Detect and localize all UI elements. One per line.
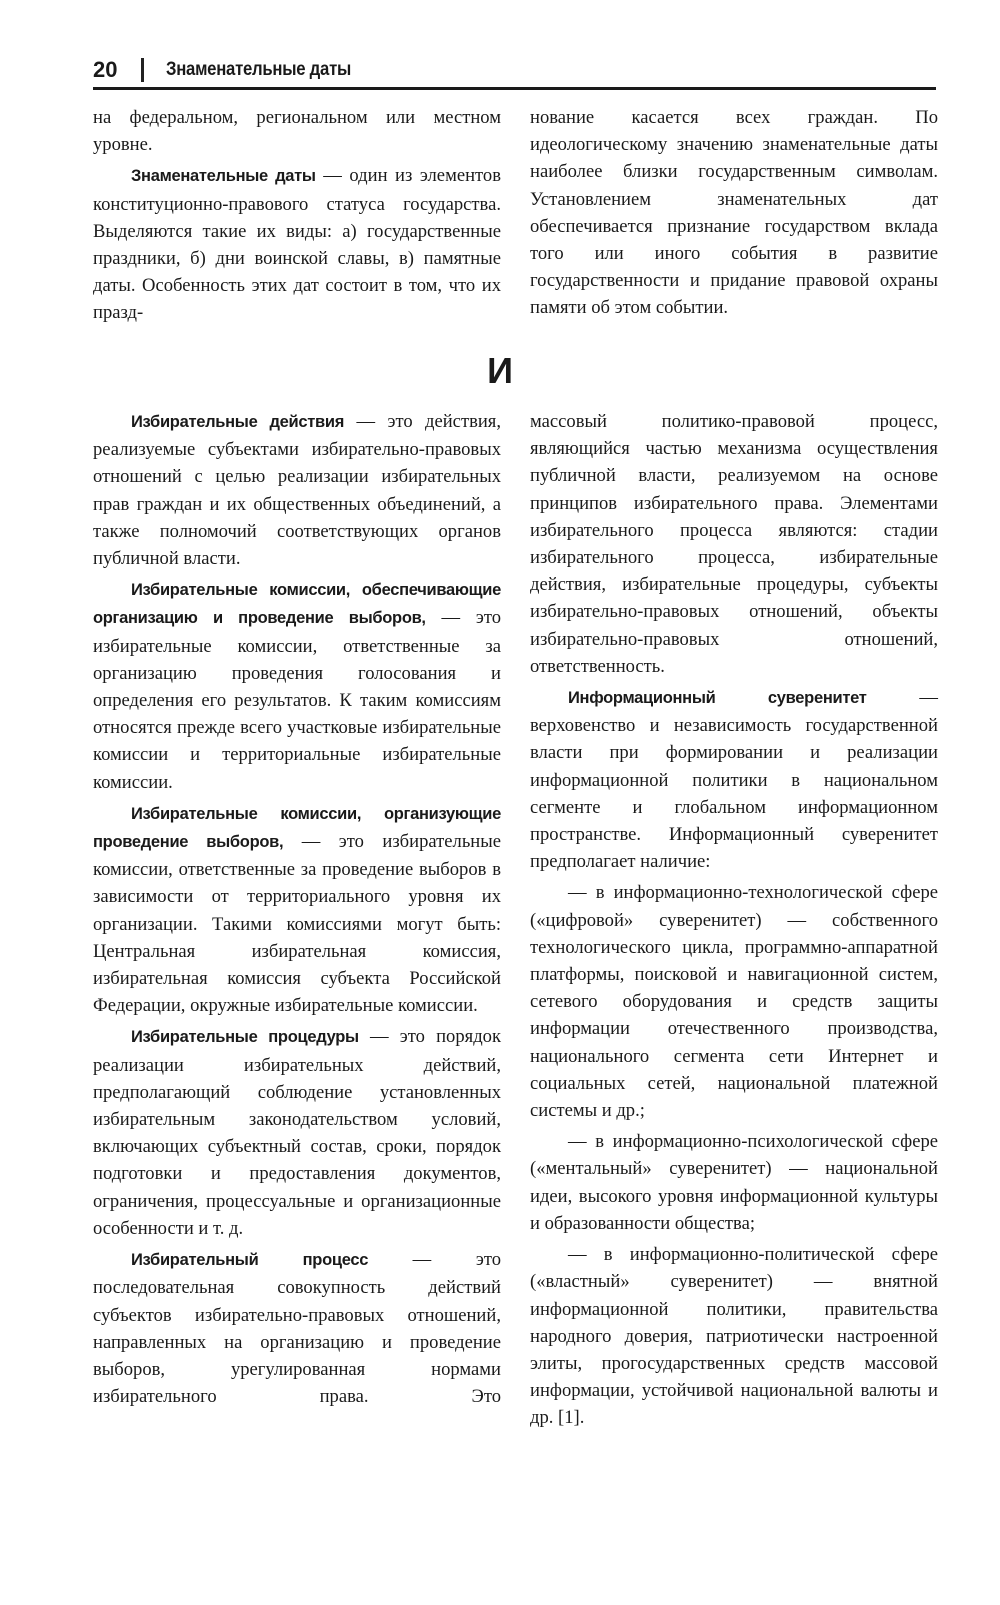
top-left-column: [93, 104, 501, 327]
entry-text: — верховенство и независимость государственной власти при формировании и реализации информационной политики в национальном сегменте и глобальном информационном пространстве. Информационный суверенитет предполагает наличие:: [530, 687, 938, 873]
entry-text: — это порядок реализации избирательных действий, предполагающий соблюдение установленных избирательным законодательством условий, включающих субъектный состав, сроки, порядок подготовки и предоставления документов, ограничения, процессуальные и организационные особенности и т. д.: [93, 1026, 501, 1239]
section-right-column: [530, 408, 938, 1432]
section-letter: И: [487, 350, 513, 391]
paragraph: [530, 879, 938, 1124]
header-rule: [93, 87, 936, 90]
entry-text: — один из элементов конституционно-правового статуса государства. Выделяются такие их виды: а) государственные праздники, б) дни воинской славы, в) памятные даты. Особенность этих дат состоит в том, что их празд-: [93, 165, 501, 324]
paragraph: [93, 104, 501, 158]
paragraph: [530, 104, 938, 322]
dictionary-entry: [93, 800, 501, 1020]
entry-text: массовый политико-правовой процесс, являющийся частью механизма осуществления публичной власти, реализуемом на основе принципов избирательного права. Элементами избирательного процесса являются: стадии избирательного процесса, избирательные действия, избирательные процедуры, субъекты избирательно-правовых отношений, объекты избирательно-правовых отношений, ответственность.: [530, 411, 938, 677]
header-separator: [141, 58, 144, 82]
dictionary-entry: [93, 162, 501, 326]
entry-term: Избирательные комиссии, организующие проведение выборов,: [93, 804, 501, 852]
entry-text: — это действия, реализуемые субъектами избирательно-правовых отношений с целью реализации избирательных прав граждан и их общественных объединений, а также полномочий соответствующих органов публичной власти.: [93, 411, 501, 570]
paragraph: [530, 1241, 938, 1431]
dictionary-entry: [530, 684, 938, 875]
entry-text: — это избирательные комиссии, ответственные за организацию проведения голосования и определения его результатов. К таким комиссиям относятся прежде всего участковые избирательные комиссии и территориальные избирательные комиссии.: [93, 607, 501, 793]
entry-text: — в информационно-политической сфере («властный» суверенитет) — внятной информационной политики, правительства народного доверия, патриотически настроенной элиты, прогосударственных средств массовой информации, устойчивой национальной валюты и др. [1].: [530, 1244, 938, 1429]
entry-text: нование касается всех граждан. По идеологическому значению знаменательные даты наиболее близки государственным символам. Установлением знаменательных дат обеспечивается признание государством вклада того или иного события в развитие государственности и придание правовой охраны памяти об этом событии.: [530, 107, 938, 319]
entry-text: — в информационно-технологической сфере («цифровой» суверенитет) — собственного технологического цикла, программно-аппаратной платформы, поисковой и навигационной систем, сетевого оборудования и средств защиты информации отечественного производства, национального сегмента сети Интернет и социальных сетей, национальной платежной системы и др.;: [530, 882, 938, 1122]
top-right-column: [530, 104, 938, 322]
entry-term: Информационный суверенитет: [568, 689, 867, 708]
paragraph: [530, 1128, 938, 1237]
entry-text: — в информационно-психологической сфере («ментальный» суверенитет) — национальной идеи, высокого уровня информационной культуры и образованности общества;: [530, 1131, 938, 1234]
entry-term: Избирательные комиссии, обеспечивающие организацию и проведение выборов,: [93, 581, 501, 628]
entry-term: Избирательные процедуры: [131, 1028, 359, 1047]
entry-text: — это избирательные комиссии, ответственные за проведение выборов в зависимости от территориального уровня их организации. Такими комиссиями могут быть: Центральная избирательная комиссия, избирательная комиссия субъекта Российской Федерации, окружные избирательные комиссии.: [93, 831, 501, 1017]
dictionary-entry: [93, 1246, 501, 1410]
entry-text: — это последовательная совокупность действий субъектов избирательно-правовых отношений, направленных на организацию и проведение выборов, урегулированная нормами избирательного права. Это: [93, 1249, 501, 1408]
entry-term: Избирательный процесс: [131, 1251, 369, 1270]
entry-term: Избирательные действия: [131, 413, 345, 431]
entry-term: Знаменательные даты: [131, 167, 316, 186]
running-header: [93, 55, 377, 85]
entry-text: на федеральном, региональном или местном уровне.: [93, 107, 501, 156]
dictionary-entry: [93, 576, 501, 796]
dictionary-entry: [93, 1023, 501, 1242]
section-left-column: [93, 408, 501, 1410]
dictionary-entry: [93, 408, 501, 572]
running-title: Знаменательные даты: [166, 59, 352, 80]
paragraph: [530, 408, 938, 680]
page-number: 20: [93, 57, 118, 82]
